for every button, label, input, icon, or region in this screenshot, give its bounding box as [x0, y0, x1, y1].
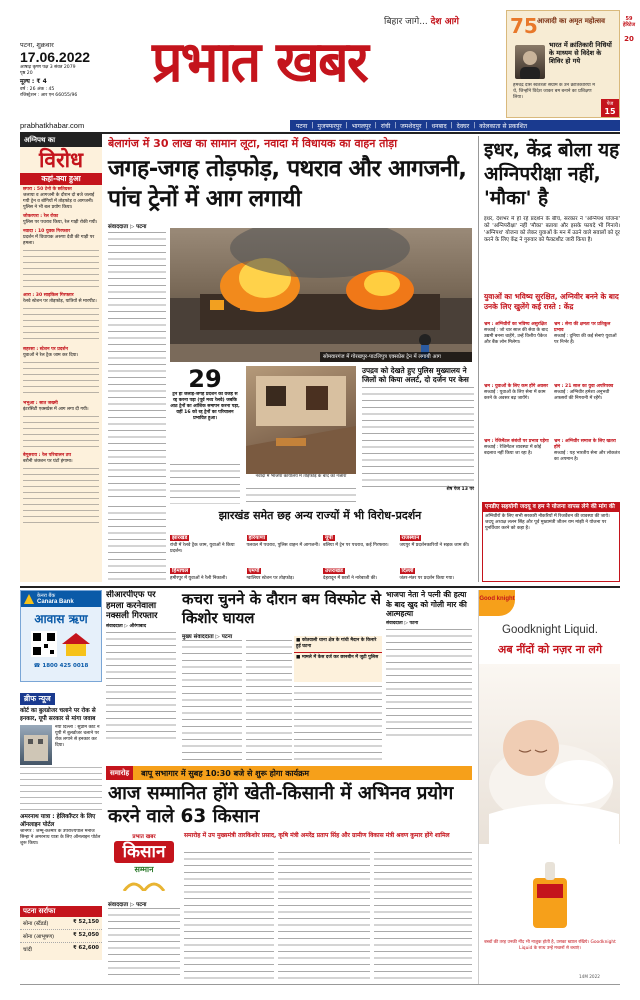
qa-answer: सच्चाई : जो चार साल की सेवा के बाद उद्यमी बनना चाहेंगे, उन्हें वित्तीय पैकेज और बैंक लोन मिलेगा।: [484, 328, 548, 345]
registration: रजिस्ट्रेशन : आर एन 66055/96: [20, 93, 78, 98]
qr-code-icon: [31, 631, 57, 657]
main-byline: संवाददाता ▷ पटना: [108, 224, 147, 230]
edition-nav-bar: पटना | मुजफ्फरपुर | भागलपुर | रांची | जमशेदपुर | धनबाद | देवघर | कोलकाता से प्रकाशित: [290, 120, 620, 131]
nda-box-text: अग्निवीरों के लिए सभी सरकारी नौकरियों में रिजर्वेशन की व्यवस्था की जाये। जदयू अध्यक्ष ललन सिंह और पूर्व मुख्यमंत्री जीतन राम मांझी ने योजना पर पुनर्विचार करने को कहा है।: [485, 514, 610, 531]
liquid-vaporizer-icon: [527, 858, 573, 932]
state-cell: [247, 524, 322, 555]
murder-head: भाजपा नेता ने पत्नी की हत्या के बाद खुद को गोली मार की आत्महत्या: [386, 590, 467, 618]
page-badge-number: 15: [604, 107, 616, 116]
state-name: उत्तराखंड: [325, 568, 343, 574]
portrait-icon: [515, 45, 545, 79]
state-cell: [400, 557, 475, 584]
goodknight-brand: Good knight: [479, 596, 515, 602]
main-story-col-3: [246, 488, 356, 502]
sarafa-item: सोना (आभूषण): [23, 934, 55, 940]
crpf-byline: संवाददाता ▷ औरंगाबाद: [106, 623, 147, 629]
bank-ad-graphics: [21, 631, 101, 657]
farmer-body-4: [374, 852, 472, 980]
brief-text-2: श्रीनगर : जम्मू-कश्मीर के उपराज्यपाल मनोज सिन्हा ने अमरनाथ यात्रा के लिए ऑनलाइन पोर्टल शुरू किया।: [20, 829, 101, 846]
samaroh-label: समारोह: [106, 766, 133, 780]
brief-news: [20, 686, 102, 902]
bomb-body-3: [294, 686, 382, 760]
bullet-item: ■ मामले में केस दर्ज कर छानबीन में जुटी पुलिस: [296, 655, 379, 660]
bomb-body-1: [182, 640, 242, 760]
page-badge[interactable]: [601, 99, 619, 117]
bullet-item: ■ कोतवाली थाना क्षेत्र के गांधी मैदान के किनारे हुई घटना: [294, 636, 382, 653]
sidebar-item: [23, 401, 99, 413]
qa-item: [554, 439, 620, 498]
bank-logo-icon: [24, 594, 34, 604]
sidebar-item-text: प्रदर्शन में विधायक अरुणा देवी की गाड़ी पर हमला।: [23, 235, 95, 246]
state-cell: [323, 524, 398, 555]
sidebar-filler-text: [23, 362, 99, 398]
main-story-col-2: [170, 464, 240, 504]
sidebar-item-head: छपरा : 50 टेनो के छतिग्रस्त: [23, 187, 72, 192]
sidebar-items: [20, 185, 102, 530]
sidebar-item-head: जोकरपरा : रेल रोका: [23, 214, 59, 219]
main-photo-burning-train: [170, 228, 472, 362]
samaroh-strip: [106, 766, 472, 780]
farmer-byline: संवाददाता ▷ पटना: [108, 902, 147, 908]
section-rule: [20, 586, 620, 588]
stat-box: [170, 366, 240, 460]
goodknight-ad[interactable]: [478, 590, 620, 984]
amrit-title: आजादी का अमृत महोत्सव: [537, 17, 606, 25]
bullet-text: कोतवाली थाना क्षेत्र के गांधी मैदान के किनारे हुई घटना: [296, 638, 377, 649]
qa-item: [554, 322, 620, 381]
sidebar-item-head: आरा : 30 साइकिल गिरफ्तार: [23, 293, 74, 298]
police-story: [362, 366, 474, 504]
damaged-office-illustration: [246, 366, 356, 474]
nav-item[interactable]: जमशेदपुर: [400, 122, 422, 130]
newspaper-title: प्रभात खबर: [152, 30, 367, 95]
sidebar-item-head: सहरसा : स्टेशन पर प्रदर्शन: [23, 347, 68, 352]
sidebar-item: [23, 214, 99, 226]
nav-item[interactable]: पटना: [296, 122, 308, 130]
state-name: हरियाणा: [248, 535, 266, 541]
state-cell: [400, 524, 475, 555]
masthead-meta: [20, 40, 130, 99]
farmer-body-1: [108, 908, 180, 980]
sidebar-item-head: बेगूसराय : रेल परिचालन ठप: [23, 453, 72, 458]
qa-grid: [484, 322, 620, 498]
state-cell: [323, 557, 398, 584]
bank-ad-title: आवास ऋण: [34, 612, 88, 626]
brief-photo: [20, 725, 52, 765]
goodknight-title: Goodknight Liquid.: [502, 624, 598, 636]
bomb-body-2: [246, 640, 292, 760]
stat-text: ट्रेनें हो जलाई-जगह प्रदर्शन की वजह से रद्द करना पड़ा (पूर्व मध्य रेलवे) जबकि आठ ट्रेनों का आंशिक समापन करना पड़ा, वहीं 16 को रद्द ट्रेनों का परिचालन प्रभावित हुआ।: [170, 392, 240, 421]
qa-answer: सच्चाई : अग्निवीर हमेशा अनुभवी अफसरों की निगरानी में रहेंगे।: [554, 389, 610, 401]
nav-item[interactable]: भागलपुर: [351, 122, 371, 130]
right-headline: इधर, केंद्र बोला यह अग्निपरीक्षा नहीं, 'मौका' है: [484, 139, 620, 209]
state-name: यूपी: [325, 535, 333, 541]
kisan-samman-logo: [108, 832, 180, 896]
baby-illustration: [479, 664, 620, 844]
bank-hindi: केनरा बैंक: [37, 593, 56, 599]
amrit-mahotsav-box: [506, 10, 620, 118]
brief-filler: [20, 767, 102, 811]
sarafa-box: [20, 906, 102, 960]
state-text: पलवल में पथराव, पुलिस वाहन में आगजनी।: [246, 543, 320, 548]
murder-story: [386, 590, 472, 760]
sarafa-row: [20, 917, 102, 930]
house-icon: [61, 631, 91, 657]
burning-train-illustration: [170, 228, 472, 362]
right-subhead: युवाओं का भविष्य सुरक्षित, अग्निवीर बनने के बाद उनके लिए खुलेंगे कई रास्ते : केंद्र: [484, 292, 619, 311]
brief-head-2: अमरनाथ यात्रा : हेलिकॉप्टर के लिए ऑनलाइन पोर्टल: [20, 814, 96, 828]
sidebar-item: [23, 453, 99, 465]
qa-item: [554, 384, 620, 437]
qa-answer: सच्चाई : यह भारतीय सेना और लोकतंत्र का अपमान है।: [554, 451, 620, 463]
murder-byline: संवाददाता ▷ पटना: [386, 620, 419, 626]
state-text: हमीरपुर में युवाओं ने रैली निकाली।: [170, 576, 228, 581]
issue-date: 17.06.2022: [20, 49, 91, 65]
sidebar-item: [23, 347, 99, 359]
sarafa-row: [20, 943, 102, 955]
tagline-a: बिहार जागे...: [384, 17, 428, 27]
crpf-head: सीआरपीएफ पर हमला करनेवाला नक्सली गिरफ्तार: [106, 590, 158, 621]
state-cell: [170, 524, 245, 555]
right-intro-text: इधर, देशभर में हो रहे प्रदर्शन के बीच, सरकार ने 'अग्निपथ योजना' को 'अग्निपरीक्षा' नहीं 'मौका' बताया और इसके फायदे भी गिनाये। 'अग्निपथ' योजना को लेकर युवाओं के मन में उठने वाले सवालों को दूर करने के लिए केंद्र ने गुरुवार को फैक्टशीट जारी किया है।: [484, 216, 620, 243]
sidebar-filler-text: [23, 308, 99, 344]
main-story-col-4: [108, 506, 166, 582]
ad-code: 14M 2022: [579, 974, 600, 979]
main-headline: जगह-जगह तोड़फोड़, पथराव और आगजनी, पांच ट्रेनों में आग लगायी: [108, 156, 467, 212]
state-name: हिमाचल: [172, 568, 189, 574]
state-text: देहरादून में छात्रों ने नारेबाजी की।: [323, 576, 378, 581]
bank-phone[interactable]: ☎ 1800 425 0018: [33, 663, 89, 669]
main-story-col-1: [108, 232, 166, 502]
top-strip: बेलागंज में 30 लाख का सामान लूटा, नवादा में विधायक का वाहन तोड़ा: [108, 137, 398, 150]
farmer-headline: आज सम्मानित होंगे खेती-किसानी में अभिनव प्रयोग करने वाले 63 किसान: [108, 783, 454, 827]
state-cell: [247, 557, 322, 584]
sidebar-item-text: रेलवे स्टेशन पर तोड़फोड़, यात्रियों से मारपीट।: [23, 299, 97, 304]
bomb-bullet-box: [294, 636, 382, 682]
tagline: [384, 14, 459, 27]
qa-question: भ्रम : सेना की क्षमता पर प्रतिकूल प्रभाव: [554, 322, 611, 333]
qa-item: [484, 322, 550, 381]
sidebar-item-text: बरौनी जंक्शन पर घंटों हंगामा।: [23, 459, 73, 464]
qa-question: भ्रम : रेजिमेंटल संबंधों पर प्रभाव पड़ेगा: [484, 439, 549, 445]
nav-item[interactable]: मुजफ्फरपुर: [317, 122, 342, 130]
column-divider: [478, 136, 479, 582]
state-name: झारखंड: [172, 535, 188, 541]
qa-item: [484, 384, 550, 437]
sidebar-item: [23, 229, 99, 247]
state-cell: [170, 557, 245, 584]
calendar: आषाढ़ कृष्ण पक्ष 3 संवत 2079: [20, 65, 76, 70]
sidebar-filler-text: [23, 250, 99, 290]
police-story-body: [362, 387, 474, 487]
canara-bank-ad[interactable]: [20, 590, 102, 682]
price: मूल्य : ₹ 4: [20, 78, 47, 85]
edition-meta: वर्ष : 26 अंक : 45: [20, 87, 55, 92]
qa-question: भ्रम : अग्निवीरों का भविष्य असुरक्षित: [484, 322, 547, 327]
agnipath-sidebar: [20, 134, 102, 582]
nda-box-title: एनडीए सहयोगी जदयू व हम ने योजना वापस लेने की मांग की: [483, 503, 619, 512]
sarafa-item: चांदी: [23, 947, 32, 953]
state-text: ग्वालियर स्टेशन पर तोड़फोड़।: [246, 576, 295, 581]
state-text: बलिया में ट्रेन पर पथराव, कई गिरफ्तार।: [323, 543, 389, 548]
sarafa-price: ₹ 62,600: [73, 945, 99, 951]
bjp-office-photo: [246, 366, 356, 484]
goodknight-disclaimer: बच्चों की तरह उनकी नींद भी नाज़ुक होती है, उसका ख्याल रखिये। Goodknight Liquid के साथ उन्हें मच्छरों से बचाएं।: [484, 940, 616, 951]
farmer-body-3: [278, 852, 370, 980]
sidebar-item: [23, 293, 99, 305]
police-story-head: उपद्रव को देखते हुए पुलिस मुख्यालय ने जिलों को किया अलर्ट, दो दर्जन पर केस: [362, 366, 469, 384]
nda-box: [482, 502, 620, 582]
states-grid: [170, 524, 474, 584]
goodknight-tagline: अब नींदों को नज़र ना लगे: [497, 643, 603, 656]
brief-label: ब्रीफ न्यूज: [20, 693, 55, 705]
sarafa-item: सोना (स्टैंडर्ड): [23, 921, 49, 927]
sarafa-price: ₹ 52,050: [73, 932, 99, 938]
freedom-fighter-portrait: [515, 45, 545, 79]
bottom-rule: [20, 984, 620, 985]
states-strip-title: झारखंड समेत छह अन्य राज्यों में भी विरोध-प्रदर्शन: [218, 509, 422, 522]
sidebar-sub: कहां-क्या हुआ: [20, 173, 102, 185]
state-name: राजस्थान: [401, 535, 420, 541]
page-badge-label: पेज: [606, 101, 614, 107]
murder-body: [386, 629, 472, 741]
amrit-75: 75: [510, 14, 538, 38]
stat-number: 29: [188, 365, 222, 393]
farmer-body-2: [184, 852, 274, 980]
bank-header: [21, 591, 101, 607]
kisan-logo-sub: सम्मान: [134, 865, 154, 874]
sidebar-item: [23, 187, 99, 211]
goodknight-logo: [479, 590, 515, 616]
masthead-rule: [20, 132, 620, 134]
sidebar-label: अग्निपथ का: [20, 134, 102, 147]
bjp-photo-caption: नवादा में भाजपा कार्यालय में तोड़फोड़ के बाद का नजारा: [246, 474, 356, 484]
bomb-story-headline: कचरा चुनने के दौरान बम विस्फोट से किशोर घायल: [182, 590, 382, 627]
goodknight-product: [527, 858, 573, 932]
corner-edition: [620, 16, 638, 42]
sidebar-item-text: इंटरसिटी एक्सप्रेस में आग लगा दी गयी।: [23, 407, 89, 412]
nav-item[interactable]: रांची: [380, 122, 391, 130]
sidebar-item-head: नवादा : 10 युवक गिरफ्तार: [23, 229, 71, 234]
state-text: रांची में रेलवे ट्रैक जाम, युवाओं ने किया प्रदर्शन।: [170, 543, 235, 554]
website-url[interactable]: prabhatkhabar.com: [20, 121, 85, 130]
city-day: पटना, शुक्रवार: [20, 41, 54, 49]
building-icon: [20, 725, 52, 765]
qa-question: भ्रम : अग्निवीर समाज के लिए खतरा होंगे: [554, 439, 616, 451]
right-intro: [484, 216, 620, 282]
sidebar-filler-text: [23, 416, 99, 450]
corner-text: 59 हेरिटेज: [622, 16, 636, 28]
tagline-b: देश आगे: [430, 17, 459, 27]
nav-item[interactable]: कोलकाता से प्रकाशित: [479, 122, 528, 130]
nav-item[interactable]: देवघर: [456, 122, 470, 130]
sidebar-item-head: भभुआ : सात जख्मी: [23, 401, 58, 406]
qa-question: भ्रम : युवाओं के लिए कम होंगे अवसर: [484, 383, 549, 389]
corner-text-2: 20: [624, 35, 634, 43]
qa-answer: सच्चाई : रेजिमेंटल व्यवस्था में कोई बदलाव नहीं किया जा रहा है।: [484, 445, 542, 457]
sidebar-label-big: विरोध: [38, 148, 84, 172]
sidebar-filler-text: [23, 468, 99, 528]
state-text: जंतर-मंतर पर प्रदर्शन किया गया।: [399, 576, 455, 581]
brief-head-1: कोर्ट का बुलडोजर चलाने पर रोक से इनकार, यूपी सरकार से मांगा जवाब: [20, 708, 96, 722]
sarafa-price: ₹ 52,150: [73, 919, 99, 925]
brief-item-1: [20, 725, 102, 765]
sleeping-baby-photo: [479, 664, 620, 844]
kisan-logo-main: किसान: [114, 841, 174, 863]
amrit-body: हेमचंद्र दास स्वतंत्रता संग्राम के उन क्रांतिकारियों में थे, जिन्होंने विदेश जाकर बम बनाने का प्रशिक्षण लिया।: [513, 83, 595, 100]
crpf-body: [106, 632, 176, 740]
pages: पृष्ठ 20: [20, 71, 33, 76]
farmer-subhead: समारोह में उप मुख्यमंत्री तारकिशोर प्रसाद, कृषि मंत्री अमरेंद्र प्रताप सिंह और ग्रामीण विकास मंत्री श्रवण कुमार होंगे शामिल: [184, 832, 450, 839]
bank-name: Canara Bank: [37, 599, 74, 605]
state-name: एमपी: [248, 568, 260, 574]
wheat-icon: [114, 875, 174, 891]
qa-question: भ्रम : 21 साल का युवा अपरिपक्व: [554, 383, 614, 389]
crpf-story: [106, 590, 176, 760]
nav-item[interactable]: धनबाद: [431, 122, 447, 130]
sarafa-title: पटना सर्राफा: [20, 906, 102, 917]
samaroh-text: बापू सभागार में सुबह 10:30 बजे से शुरू होगा कार्यक्रम: [141, 768, 310, 778]
sidebar-item-text: पुलिस पर पथराव किया, रेल गाड़ी रोकी गयी।: [23, 220, 98, 225]
qa-item: [484, 439, 550, 498]
state-text: जयपुर में प्रदर्शनकारियों ने सड़क जाम की।: [399, 543, 470, 548]
kisan-logo-top: प्रभात खबर: [132, 834, 156, 840]
sarafa-row: [20, 930, 102, 943]
amrit-headline: भारत में क्रांतिकारी निधियों के माध्यम से विदेश के शिविर हो गये: [549, 41, 612, 65]
bomb-byline: मुख्य संवाददाता ▷ पटना: [182, 634, 233, 640]
bullet-text: मामले में केस दर्ज कर छानबीन में जुटी पुलिस: [301, 655, 379, 660]
sidebar-item-text: जलाया व आगजनी के दौरान दो बजे जलाई गयी ट्रेन व बोगियों में तोड़फोड़ व आगजनी। पुलिस ने भी बल प्रयोग किया।: [23, 193, 95, 210]
brief-text-1: नयी दिल्ली : सुप्रीम कोर्ट ने यूपी में बुलडोजर चलाने पर रोक लगाने से इनकार कर दिया।: [55, 725, 100, 748]
qa-answer: सच्चाई : दुनिया की कई सेनाएं युवाओं पर निर्भर हैं।: [554, 334, 617, 345]
main-photo-caption: सोमवारगंज में गोरखपुर-पाटलिपुत्र एक्सप्रेस ट्रेन में लगायी आग: [320, 352, 472, 362]
state-name: दिल्ली: [401, 568, 414, 574]
qa-answer: सच्चाई : युवाओं के लिए सेना में काम करने के अवसर बढ़ जायेंगे।: [484, 389, 546, 401]
sidebar-item-text: युवाओं ने रेल ट्रैक जाम कर दिया।: [23, 353, 79, 358]
police-story-jump: शेष पेज 13 पर: [446, 487, 474, 492]
